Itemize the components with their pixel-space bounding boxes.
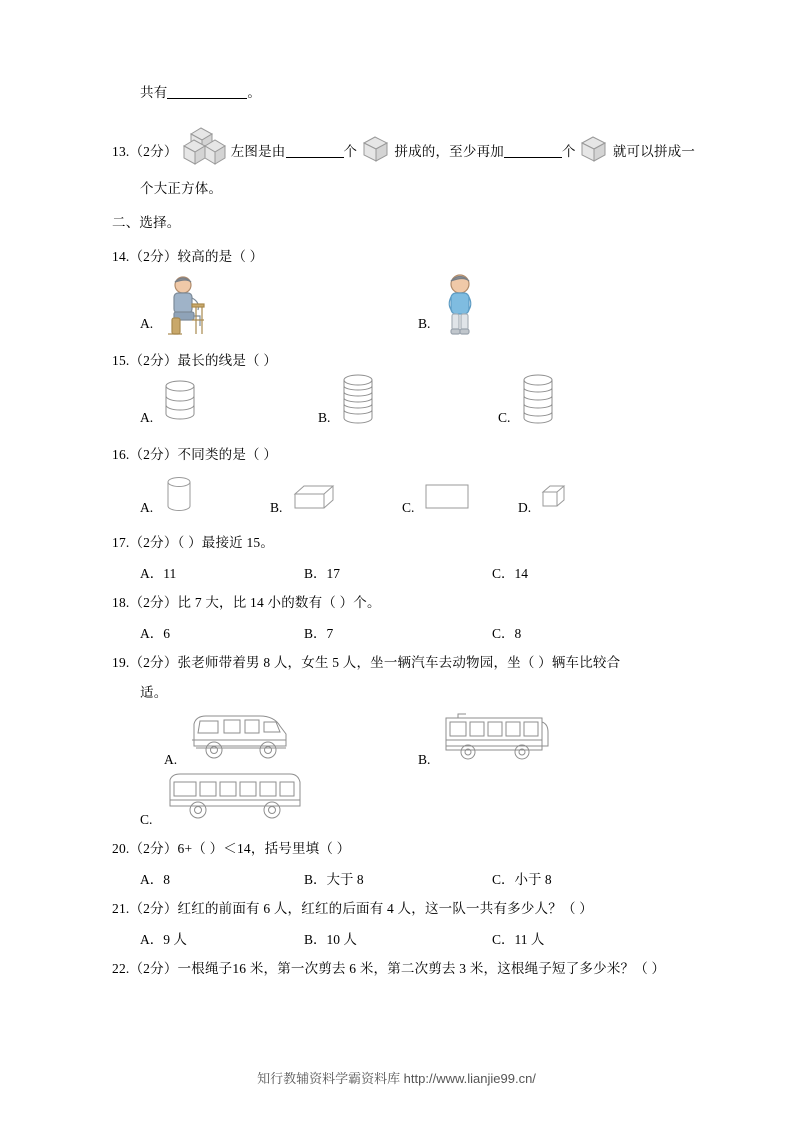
q18-text: 比 7 大，比 14 小的数有（ ）个。 [177,595,381,610]
q22-number: 22. [112,961,130,976]
q22-score: （2分） [129,961,178,976]
q17-score: （2分） [129,535,178,550]
cylinder-icon[interactable] [162,474,196,516]
question-21-options [112,924,687,954]
q14-option-b-label[interactable]: B. [418,316,431,331]
question-19-line2 [112,678,687,708]
q15-number: 15. [112,353,130,368]
question-14 [112,242,687,272]
q17-option-c[interactable]: C．14 [492,566,529,581]
question-16-options [112,470,687,528]
q21-score: （2分） [129,901,178,916]
q14-number: 14. [112,249,130,264]
question-18 [112,588,687,618]
top-fragment-after: 。 [247,85,262,100]
q13-text-1: 左图是由 [230,144,286,159]
q20-text: 6+（ ）＜14，括号里填（ ） [177,841,351,856]
cylinder-coil-few-icon[interactable] [160,376,200,426]
q20-option-b[interactable]: B．大于 8 [304,872,364,887]
q20-score: （2分） [129,841,178,856]
cylinder-coil-medium-icon[interactable] [518,372,558,428]
question-16 [112,440,687,470]
q14-score: （2分） [129,249,178,264]
q14-text: 较高的是（ ） [177,249,264,264]
q13-text-6: 个大正方体。 [140,181,223,196]
q19-option-b-label[interactable]: B. [418,752,431,767]
q19-option-c-label[interactable]: C. [140,812,153,827]
q16-option-a-label[interactable]: A. [140,500,154,515]
q13-text-4: 个 [561,144,576,159]
q13-text-2: 个 [343,144,358,159]
q13-text-5: 就可以拼成一 [612,144,696,159]
q15-option-c-label[interactable]: C. [498,410,511,425]
q13-text-3: 拼成的，至少再加 [394,144,504,159]
q16-option-b-label[interactable]: B. [270,500,283,515]
city-bus-icon[interactable] [442,704,552,766]
section-2-title [112,208,687,238]
q13-score: （2分） [129,144,178,159]
question-13-line2 [112,174,687,204]
q20-option-a[interactable]: A．8 [140,872,170,887]
single-cube-figure-2 [579,134,609,164]
top-fragment-before: 共有 [140,85,168,100]
question-17 [112,528,687,558]
q21-option-a[interactable]: A．9 人 [140,932,187,947]
q15-score: （2分） [129,353,178,368]
question-15-options [112,376,687,436]
cuboid-icon[interactable] [292,482,336,514]
q19-number: 19. [112,655,130,670]
q19-text-2: 适。 [140,685,168,700]
cylinder-coil-many-icon[interactable] [338,372,378,428]
q21-option-b[interactable]: B．10 人 [304,932,357,947]
q16-text: 不同类的是（ ） [177,447,278,462]
q15-text: 最长的线是（ ） [177,353,278,368]
q21-number: 21. [112,901,130,916]
question-14-options [112,272,687,344]
question-20-options [112,864,687,894]
q16-score: （2分） [129,447,178,462]
q13-number: 13. [112,144,130,159]
q17-option-b[interactable]: B．17 [304,566,341,581]
single-cube-figure-1 [361,134,391,164]
page-footer [0,1068,793,1087]
exam-content [112,78,696,984]
composite-cube-figure [181,126,227,170]
q13-blank-2[interactable] [504,143,562,158]
footer-text: 知行教辅资料学霸资料库 http://www.lianjie99.cn/ [257,1071,536,1086]
rectangle-icon[interactable] [424,482,470,512]
q15-option-b-label[interactable]: B. [318,410,331,425]
q20-number: 20. [112,841,130,856]
q13-blank-1[interactable] [286,143,344,158]
q18-option-c[interactable]: C．8 [492,626,522,641]
q15-option-a-label[interactable]: A. [140,410,154,425]
q20-option-c[interactable]: C．小于 8 [492,872,552,887]
question-13-line1 [112,126,696,174]
q19-score: （2分） [129,655,178,670]
q18-score: （2分） [129,595,178,610]
top-fragment-line [112,78,687,108]
q17-number: 17. [112,535,130,550]
question-15 [112,346,687,376]
coach-bus-icon[interactable] [164,766,304,824]
q18-number: 18. [112,595,130,610]
q19-option-a-label[interactable]: A. [164,752,178,767]
q16-option-c-label[interactable]: C. [402,500,415,515]
q17-option-a[interactable]: A．11 [140,566,177,581]
q16-number: 16. [112,447,130,462]
child-standing-icon[interactable] [440,272,480,336]
q14-option-a-label[interactable]: A. [140,316,154,331]
question-19-options [112,708,687,834]
question-18-options [112,618,687,648]
question-21 [112,894,687,924]
question-19-line1 [112,648,687,678]
child-sitting-icon[interactable] [162,274,208,338]
minibus-icon[interactable] [188,708,292,766]
question-20 [112,834,687,864]
q22-text: 一根绳子16 米，第一次剪去 6 米，第二次剪去 3 米，这根绳子短了多少米？（ ） [177,961,666,976]
q21-text: 红红的前面有 6 人，红红的后面有 4 人，这一队一共有多少人？（ ） [177,901,593,916]
q18-option-a[interactable]: A．6 [140,626,170,641]
q21-option-c[interactable]: C．11 人 [492,932,545,947]
q17-text: （ ）最接近 15。 [177,535,275,550]
question-22 [112,954,687,984]
q18-option-b[interactable]: B．7 [304,626,334,641]
question-17-options [112,558,687,588]
q16-option-d-label[interactable]: D. [518,500,532,515]
fill-blank[interactable] [167,84,247,99]
small-cube-icon[interactable] [540,482,568,512]
section-2-title-text: 二、选择。 [112,215,181,230]
q19-text-1: 张老师带着男 8 人，女生 5 人，坐一辆汽车去动物园，坐（ ）辆车比较合 [177,655,621,670]
